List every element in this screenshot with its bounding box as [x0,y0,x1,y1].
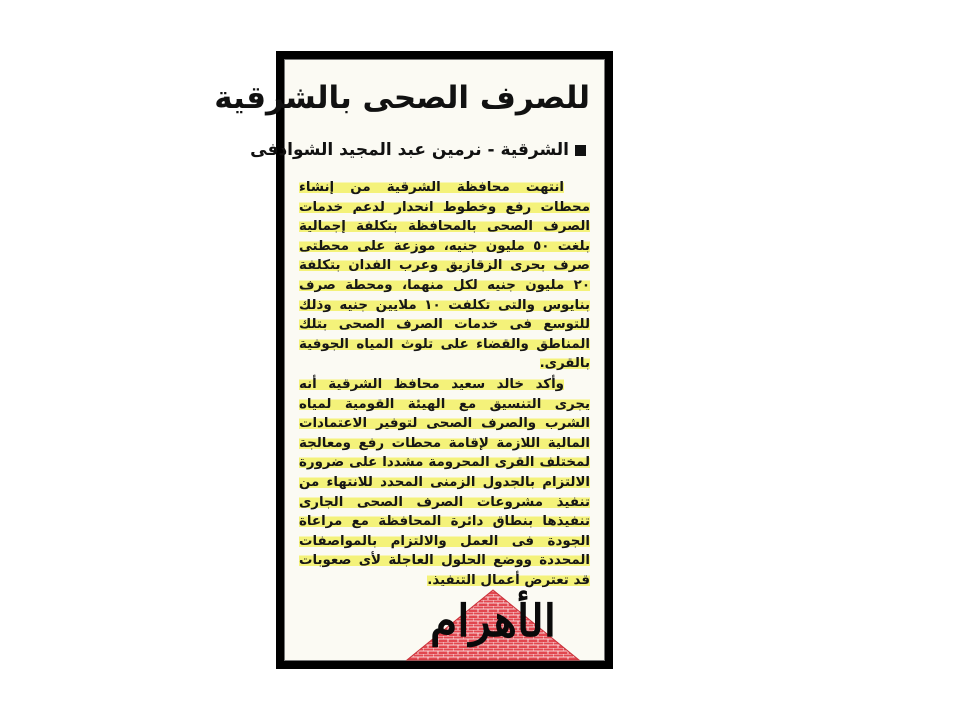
ahram-logo [403,588,583,662]
article-paragraph-2 [299,375,590,591]
byline-text: الشرقية - نرمين عبد المجيد الشوادفى [250,140,569,160]
clipping-frame [214,51,613,669]
article-body [299,178,590,590]
highlighted-text: انتهت محافظة الشرقية من إنشاء محطات رفع وخطوط انحدار لدعم خدمات الصرف الصحى بالمحافظة بتكلفة إجمالية بلغت ٥٠ مليون جنيه، موزعة على محطتى صرف بحرى الزقازيق وعرب الفدان بتكلفة ٢٠ مليون جنيه لكل منهما، ومحطة صرف بنايوس والتى تكلفت ١٠ ملايين جنيه وذلك للتوسع فى خدمات الصرف الصحى بتلك المناطق والقضاء على تلوث المياه الجوفية بالقرى. [299,180,590,372]
bullet-square-icon [575,145,586,156]
article-byline [250,136,586,164]
highlighted-text: وأكد خالد سعيد محافظ الشرقية أنه يجرى التنسيق مع الهيئة القومية لمياه الشرب والصرف الصحى لتوفير الاعتمادات المالية اللازمة لإقامة محطات رفع ومعالجة لمختلف القرى المحرومة مشددا على ضرورة الالتزام بالجدول الزمنى المحدد للانتهاء من تنفيذ مشروعات الصرف الصحى الجارى تنفيذها بنطاق دائرة المحافظة مع مراعاة الجودة فى العمل والالتزام بالمواصفات المحددة ووضع الحلول العاجلة لأى صعوبات قد تعترض أعمال التنفيذ. [299,376,590,588]
newspaper-clipping [214,59,605,661]
article-paragraph-1 [299,178,590,374]
logo-wordmark: الأهرام [430,596,556,647]
article-headline: للصرف الصحى بالشرقية [214,80,590,116]
